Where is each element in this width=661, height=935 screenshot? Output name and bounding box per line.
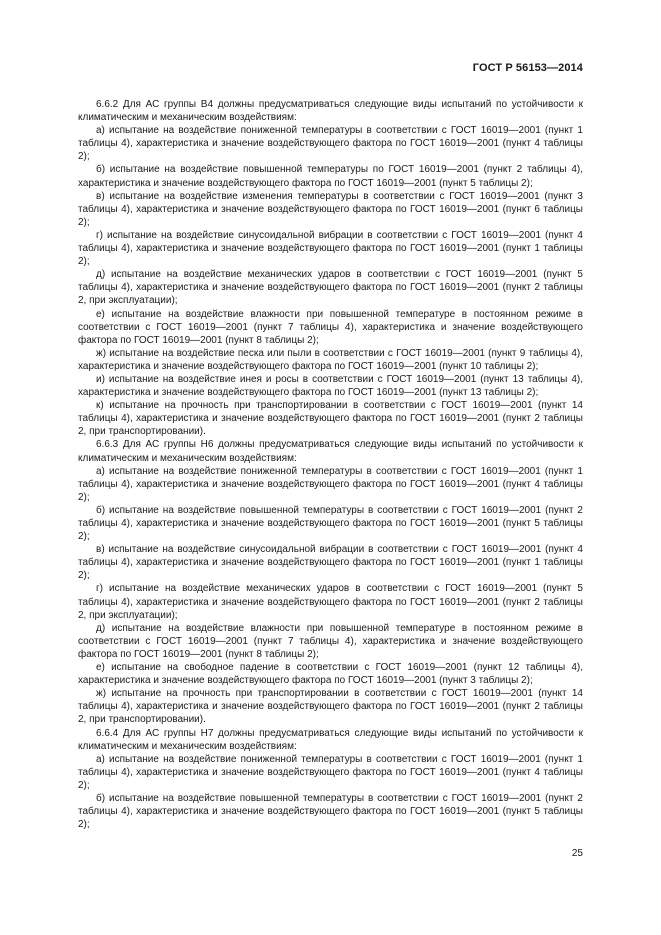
- page-number: 25: [571, 848, 583, 859]
- list-item-6-6-2-d: д) испытание на воздействие механических ударов в соответствии с ГОСТ 16019—2001 (пункт 5 таблицы 4), характеристика и значение воздействующего фактора по ГОСТ 16019—2001 (пункт 2 таблицы 2, при эксплуатации);: [78, 269, 583, 307]
- list-item-6-6-3-b: б) испытание на воздействие повышенной температуры в соответствии с ГОСТ 16019—2001 (пункт 2 таблицы 4), характеристика и значение воздействующего фактора по ГОСТ 16019—2001 (пункт 5 таблицы 2);: [78, 504, 583, 543]
- list-item-6-6-4-b: б) испытание на воздействие повышенной температуры в соответствии с ГОСТ 16019—2001 (пункт 2 таблицы 4), характеристика и значение воздействующего фактора по ГОСТ 16019—2001 (пункт 5 таблицы 2);: [78, 792, 583, 831]
- list-item-6-6-3-e: е) испытание на свободное падение в соответствии с ГОСТ 16019—2001 (пункт 12 таблицы 4), характеристика и значение воздействующего фактора по ГОСТ 16019—2001 (пункт 3 таблицы 2);: [78, 662, 583, 687]
- list-item-6-6-3-a: а) испытание на воздействие пониженной температуры в соответствии с ГОСТ 16019—2001 (пункт 1 таблицы 4), характеристика и значение воздействующего фактора по ГОСТ 16019—2001 (пункт 4 таблицы 2);: [78, 465, 583, 503]
- list-item-6-6-4-a: а) испытание на воздействие пониженной температуры в соответствии с ГОСТ 16019—2001 (пункт 1 таблицы 4), характеристика и значение воздействующего фактора по ГОСТ 16019—2001 (пункт 4 таблицы 2);: [78, 753, 583, 791]
- list-item-6-6-3-zh: ж) испытание на прочность при транспортировании в соответствии с ГОСТ 16019—2001 (пункт 14 таблицы 4), характеристика и значение воздействующего фактора по ГОСТ 16019—2001 (пункт 2 таблицы 2, при транспортировании).: [78, 688, 583, 726]
- section-6-6-2-intro: 6.6.2 Для АС группы В4 должны предусматриваться следующие виды испытаний по устойчивости к климатическим и механическим воздействиям:: [78, 99, 583, 124]
- list-item-6-6-3-d: д) испытание на воздействие влажности при повышенной температуре в постоянном режиме в соответствии с ГОСТ 16019—2001 (пункт 7 таблицы 4), характеристика и значение воздействующего фактора по ГОСТ 16019—2001 (пункт 8 таблицы 2);: [78, 622, 583, 660]
- list-item-6-6-2-g: г) испытание на воздействие синусоидальной вибрации в соответствии с ГОСТ 16019—2001 (пункт 4 таблицы 4), характеристика и значение воздействующего фактора по ГОСТ 16019—2001 (пункт 1 таблицы 2);: [78, 229, 583, 268]
- list-item-6-6-2-a: а) испытание на воздействие пониженной температуры в соответствии с ГОСТ 16019—2001 (пункт 1 таблицы 4), характеристика и значение воздействующего фактора по ГОСТ 16019—2001 (пункт 4 таблицы 2);: [78, 125, 583, 163]
- document-header-standard-code: ГОСТ Р 56153—2014: [472, 62, 583, 74]
- list-item-6-6-2-zh: ж) испытание на воздействие песка или пыли в соответствии с ГОСТ 16019—2001 (пункт 9 таблицы 4), характеристика и значение воздействующего фактора по ГОСТ 16019—2001 (пункт 10 таблицы 2);: [78, 347, 583, 372]
- list-item-6-6-3-v: в) испытание на воздействие синусоидальной вибрации в соответствии с ГОСТ 16019—2001 (пункт 4 таблицы 4), характеристика и значение воздействующего фактора по ГОСТ 16019—2001 (пункт 1 таблицы 2);: [78, 544, 583, 582]
- section-6-6-3-intro: 6.6.3 Для АС группы Н6 должны предусматриваться следующие виды испытаний по устойчивости к климатическим и механическим воздействиям:: [78, 439, 583, 464]
- list-item-6-6-2-v: в) испытание на воздействие изменения температуры в соответствии с ГОСТ 16019—2001 (пункт 3 таблицы 4), характеристика и значение воздействующего фактора по ГОСТ 16019—2001 (пункт 6 таблицы 2);: [78, 190, 583, 228]
- list-item-6-6-2-b: б) испытание на воздействие повышенной температуры по ГОСТ 16019—2001 (пункт 2 таблицы 4), характеристика и значение воздействующего фактора по ГОСТ 16019—2001 (пункт 5 таблицы 2);: [78, 164, 583, 189]
- document-body: [78, 98, 583, 831]
- list-item-6-6-3-g: г) испытание на воздействие механических ударов в соответствии с ГОСТ 16019—2001 (пункт 5 таблицы 4), характеристика и значение воздействующего фактора по ГОСТ 16019—2001 (пункт 2 таблицы 2, при эксплуатации);: [78, 583, 583, 621]
- list-item-6-6-2-e: е) испытание на воздействие влажности при повышенной температуре в постоянном режиме в соответствии с ГОСТ 16019—2001 (пункт 7 таблицы 4), характеристика и значение воздействующего фактора по ГОСТ 16019—2001 (пункт 8 таблицы 2);: [78, 308, 583, 346]
- section-6-6-4-intro: 6.6.4 Для АС группы Н7 должны предусматриваться следующие виды испытаний по устойчивости к климатическим и механическим воздействиям:: [78, 727, 583, 752]
- list-item-6-6-2-i: и) испытание на воздействие инея и росы в соответствии с ГОСТ 16019—2001 (пункт 13 таблицы 4), характеристика и значение воздействующего фактора по ГОСТ 16019—2001 (пункт 13 таблицы 2);: [78, 373, 583, 399]
- list-item-6-6-2-k: к) испытание на прочность при транспортировании в соответствии с ГОСТ 16019—2001 (пункт 14 таблицы 4), характеристика и значение воздействующего фактора по ГОСТ 16019—2001 (пункт 2 таблицы 2, при транспортировании).: [78, 400, 583, 438]
